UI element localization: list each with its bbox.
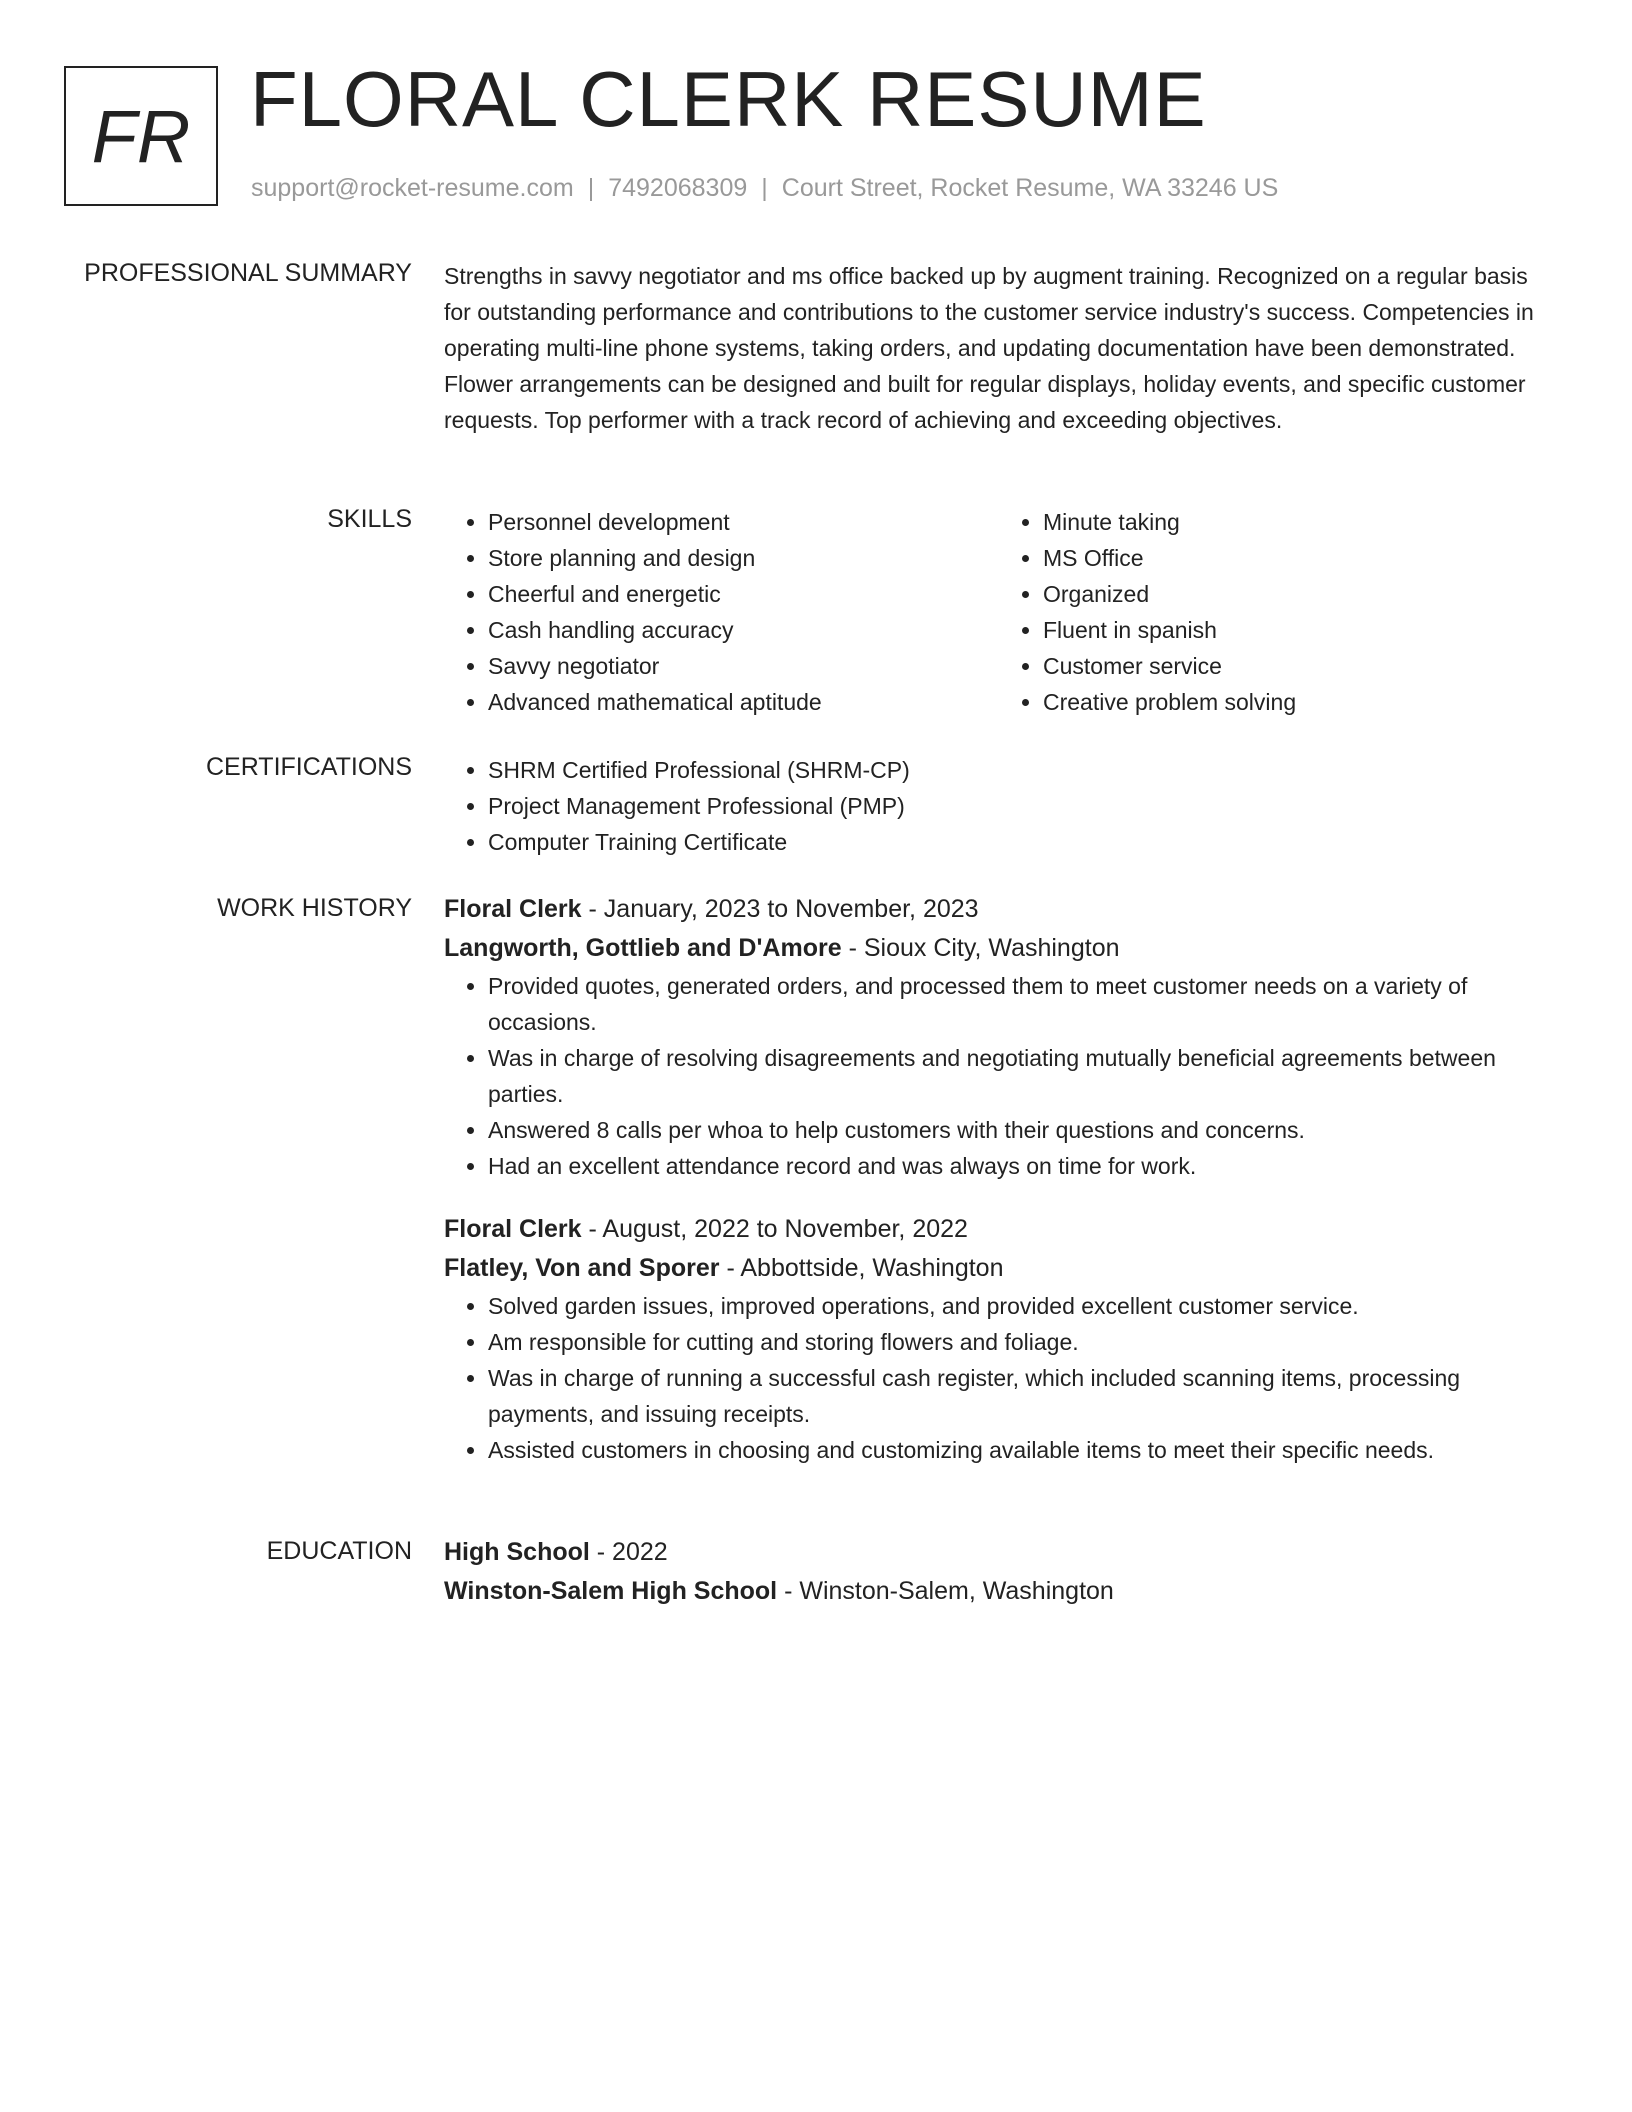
skills-list-right: [999, 504, 1554, 720]
job-title-line: [444, 1210, 1554, 1249]
skill-item: • Creative problem solving: [1043, 684, 1554, 720]
job-bullet: • Answered 8 calls per whoa to help customers with their questions and concerns.: [488, 1112, 1554, 1148]
skill-item: • Advanced mathematical aptitude: [488, 684, 999, 720]
job-bullets: [444, 1288, 1554, 1468]
skill-item: • Savvy negotiator: [488, 648, 999, 684]
education-body: [444, 1533, 1554, 1611]
contact-line: [251, 174, 1278, 203]
job-title: Floral Clerk: [444, 895, 582, 923]
job-company: Langworth, Gottlieb and D'Amore: [444, 934, 842, 962]
summary-label: PROFESSIONAL SUMMARY: [84, 259, 412, 287]
skill-item: • Cheerful and energetic: [488, 576, 999, 612]
job-entry: [444, 890, 1554, 1184]
skills-label: SKILLS: [327, 505, 412, 533]
job-company-line: [444, 1249, 1554, 1288]
education-school-line: [444, 1572, 1554, 1611]
education-degree-line: [444, 1533, 1554, 1572]
job-entry: [444, 1210, 1554, 1468]
summary-body: [444, 258, 1554, 438]
certification-item: • Computer Training Certificate: [488, 824, 1554, 860]
job-location: - Abbottside, Washington: [726, 1254, 1004, 1282]
skill-item: • Organized: [1043, 576, 1554, 612]
contact-separator: |: [761, 174, 768, 202]
certifications-label: CERTIFICATIONS: [205, 753, 412, 781]
work-history-body: [444, 890, 1554, 1468]
job-bullet: • Assisted customers in choosing and customizing available items to meet their specific needs.: [488, 1432, 1554, 1468]
job-bullet: • Solved garden issues, improved operations, and provided excellent customer service.: [488, 1288, 1554, 1324]
contact-phone[interactable]: 7492068309: [608, 174, 748, 202]
education-location: - Winston-Salem, Washington: [784, 1577, 1114, 1605]
education-degree: High School: [444, 1538, 590, 1566]
skill-item: • Personnel development: [488, 504, 999, 540]
contact-address: Court Street, Rocket Resume, WA 33246 US: [781, 174, 1279, 202]
job-location: - Sioux City, Washington: [848, 934, 1120, 962]
skill-item: • Cash handling accuracy: [488, 612, 999, 648]
job-dates: - August, 2022 to November, 2022: [588, 1215, 968, 1243]
certification-item: • Project Management Professional (PMP): [488, 788, 1554, 824]
work-history-label: WORK HISTORY: [217, 894, 412, 922]
skill-item: • Fluent in spanish: [1043, 612, 1554, 648]
job-title: Floral Clerk: [444, 1215, 582, 1243]
job-bullet: • Was in charge of resolving disagreements and negotiating mutually beneficial agreements between parties.: [488, 1040, 1554, 1112]
job-dates: - January, 2023 to November, 2023: [588, 895, 979, 923]
certification-item: • SHRM Certified Professional (SHRM-CP): [488, 752, 1554, 788]
job-bullet: • Was in charge of running a successful cash register, which included scanning items, processing payments, and issuing receipts.: [488, 1360, 1554, 1432]
job-company: Flatley, Von and Sporer: [444, 1254, 720, 1282]
skill-item: • Store planning and design: [488, 540, 999, 576]
job-bullet: • Am responsible for cutting and storing flowers and foliage.: [488, 1324, 1554, 1360]
resume-title: FLORAL CLERK RESUME: [250, 55, 1207, 143]
job-company-line: [444, 929, 1554, 968]
contact-email[interactable]: support@rocket-resume.com: [251, 174, 574, 202]
job-bullets: [444, 968, 1554, 1184]
monogram-logo: FR: [64, 66, 218, 206]
skills-list-left: [444, 504, 999, 720]
contact-separator: |: [587, 174, 595, 202]
education-label: EDUCATION: [266, 1537, 412, 1565]
education-school: Winston-Salem High School: [444, 1577, 778, 1605]
job-title-line: [444, 890, 1554, 929]
certifications-list: [444, 752, 1554, 860]
education-year: - 2022: [596, 1538, 668, 1566]
certifications-body: [444, 752, 1554, 860]
job-bullet: • Had an excellent attendance record and was always on time for work.: [488, 1148, 1554, 1184]
summary-text: Strengths in savvy negotiator and ms office backed up by augment training. Recognized on a regular basis for outstanding performance and contributions to the customer service industry's success. Competencies in operating multi-line phone systems, taking orders, and updating documentation have been demonstrated. Flower arrangements can be designed and built for regular displays, holiday events, and specific customer requests. Top performer with a track record of achieving and exceeding objectives.: [444, 263, 1534, 433]
job-bullet: • Provided quotes, generated orders, and processed them to meet customer needs on a variety of occasions.: [488, 968, 1554, 1040]
skill-item: • MS Office: [1043, 540, 1554, 576]
skill-item: • Customer service: [1043, 648, 1554, 684]
skill-item: • Minute taking: [1043, 504, 1554, 540]
skills-body: [444, 504, 1554, 720]
